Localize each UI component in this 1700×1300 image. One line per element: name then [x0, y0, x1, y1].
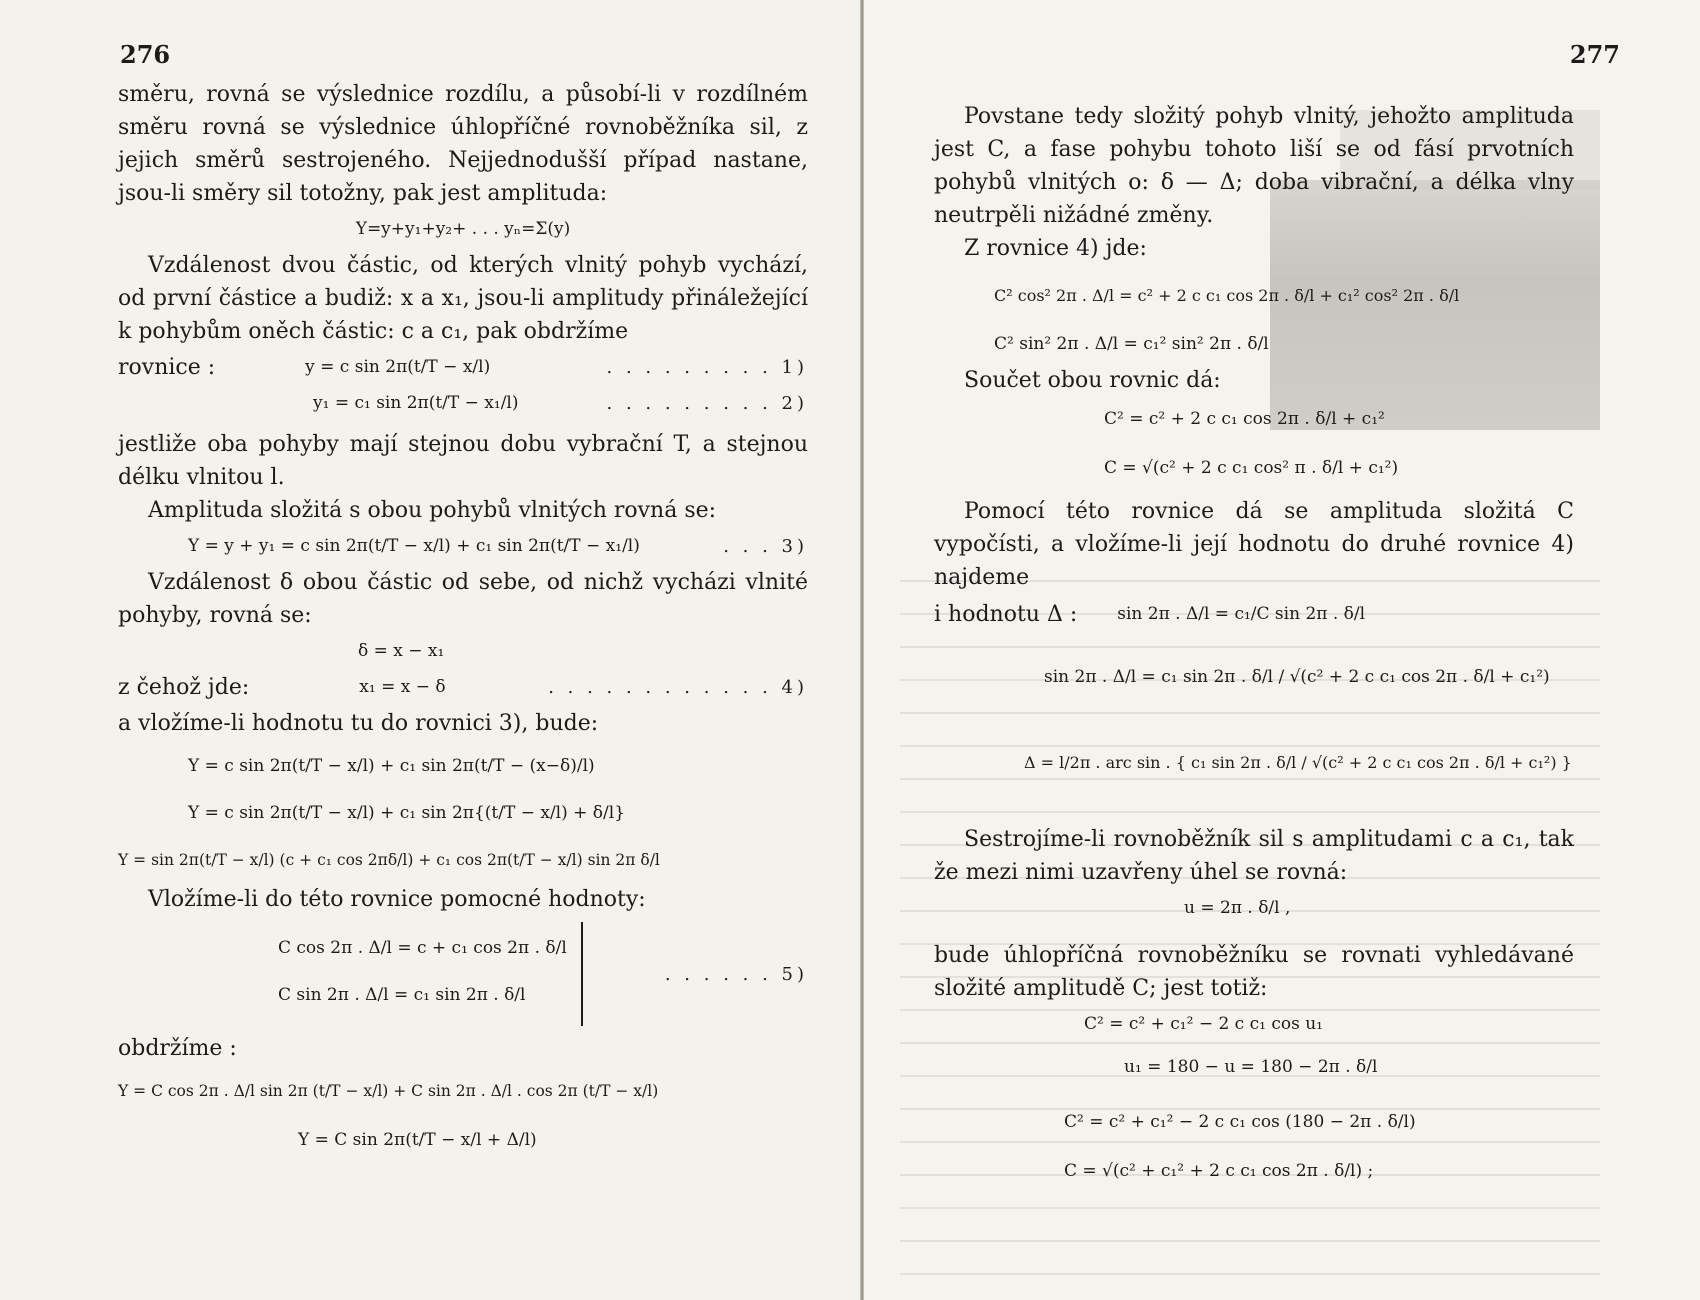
page-number-right: 277	[1569, 40, 1620, 69]
equation	[934, 328, 1574, 361]
equation-text: δ = x − x₁	[358, 641, 445, 661]
equation	[118, 213, 808, 246]
equation	[278, 979, 567, 1012]
equation	[118, 1075, 808, 1108]
right-text-column	[934, 100, 1574, 1191]
equation-text: Δ = l/2π . arc sin . { c₁ sin 2π . δ/l ∕ √(c² + 2 c c₁ cos 2π . δ/l + c₁²) }	[1024, 753, 1572, 772]
equation-text: C = √(c² + c₁² + 2 c c₁ cos 2π . δ/l) ;	[1064, 1161, 1374, 1181]
equation	[934, 1155, 1574, 1188]
page-number-left: 276	[120, 40, 171, 69]
equation-text: Y = c sin 2π(t/T − x/l) + c₁ sin 2π{(t/T − x/l) + δ/l}	[188, 803, 626, 823]
equation-text: C cos 2π . Δ/l = c + c₁ cos 2π . δ/l	[278, 938, 567, 958]
equation	[934, 892, 1574, 925]
equation	[118, 750, 808, 783]
equation-text: C sin 2π . Δ/l = c₁ sin 2π . δ/l	[278, 985, 526, 1005]
equation-3	[118, 530, 808, 563]
equation-text: u₁ = 180 − u = 180 − 2π . δ/l	[1124, 1057, 1378, 1077]
paragraph: bude úhlopříčná rovnoběžníku se rovnati vyhledávané složité amplitudě C; jest totiž:	[934, 943, 1574, 1001]
paragraph: Vzdálenost dvou částic, od kterých vlnitý pohyb vychází, od první částice a budiž: x a x₁, jsou-li amplitudy přináležející k pohybům oněch částic: c a c₁, pak obdržíme	[118, 253, 808, 344]
equation-text: C² = c² + 2 c c₁ cos 2π . δ/l + c₁²	[1104, 409, 1385, 429]
paragraph: Součet obou rovnic dá:	[964, 368, 1221, 393]
equation-text: x₁ = x − δ	[359, 677, 446, 697]
label: i hodnotu Δ :	[934, 602, 1078, 627]
equation	[934, 1008, 1574, 1041]
equation-delta	[118, 635, 808, 668]
equation-text: C = √(c² + 2 c c₁ cos² π . δ/l + c₁²)	[1104, 458, 1399, 478]
equation	[934, 452, 1574, 485]
equation-text: Y = y + y₁ = c sin 2π(t/T − x/l) + c₁ sin 2π(t/T − x₁/l)	[188, 536, 640, 556]
paragraph: Pomocí této rovnice dá se amplituda složitá C vypočísti, a vložíme-li její hodnotu do druhé rovnice 4) najdeme	[934, 499, 1574, 590]
equation	[934, 1051, 1574, 1084]
equation	[118, 844, 808, 877]
equation	[934, 279, 1574, 312]
paragraph: Amplituda složitá s obou pohybů vlnitých rovná se:	[148, 498, 717, 523]
equation-number: . . . . . . 5)	[664, 963, 808, 985]
paragraph: Povstane tedy složitý pohyb vlnitý, jehožto amplituda jest C, a fase pohybu tohoto liší se od fásí prvotních pohybů vlnitých o: δ — Δ; doba vibrační, a délka vlny neutrpěli nižádné změny.	[934, 104, 1574, 228]
label: rovnice :	[118, 355, 216, 380]
equation-text: Y = sin 2π(t/T − x/l) (c + c₁ cos 2πδ/l) + c₁ cos 2π(t/T − x/l) sin 2π δ/l	[118, 851, 660, 869]
paragraph: Vzdálenost δ obou částic od sebe, od nichž vycházi vlnité pohyby, rovná se:	[118, 570, 808, 628]
equation-text: C² cos² 2π . Δ/l = c² + 2 c c₁ cos 2π . δ/l + c₁² cos² 2π . δ/l	[994, 286, 1460, 305]
equation-number: . . . . . . . . . . . . 4)	[548, 677, 808, 698]
equation	[278, 932, 567, 965]
equation-group-5	[118, 922, 808, 1026]
equation-1	[118, 351, 808, 384]
equation	[934, 598, 1574, 631]
equation-text: Y = c sin 2π(t/T − x/l) + c₁ sin 2π(t/T − (x−δ)/l)	[188, 756, 595, 776]
equation	[934, 403, 1574, 436]
paragraph: obdržíme :	[118, 1036, 237, 1061]
equation-text: u = 2π . δ/l ,	[1184, 898, 1291, 918]
equation-number: . . . . . . . . . 1)	[606, 357, 808, 378]
equation	[934, 1106, 1574, 1139]
equation	[934, 661, 1574, 694]
paragraph: Sestrojíme-li rovnoběžník sil s amplitudami c a c₁, tak že mezi nimi uzavřeny úhel se rovná:	[934, 827, 1574, 885]
equation-4	[118, 671, 808, 704]
label: z čehož jde:	[118, 675, 250, 700]
paragraph: jestliže oba pohyby mají stejnou dobu vybrační T, a stejnou délku vlnitou l.	[118, 432, 808, 490]
equation-text: C² = c² + c₁² − 2 c c₁ cos (180 − 2π . δ/l)	[1064, 1112, 1416, 1132]
equation-number: . . . 3)	[723, 536, 808, 557]
equation-2	[118, 387, 808, 420]
left-text-column	[118, 78, 808, 1160]
equation	[118, 797, 808, 830]
paragraph: Vložíme-li do této rovnice pomocné hodnoty:	[148, 887, 646, 912]
paragraph: Z rovnice 4) jde:	[964, 236, 1147, 261]
equation-text: Y = C sin 2π(t/T − x/l + Δ/l)	[298, 1130, 537, 1150]
equation-number: . . . . . . . . . 2)	[606, 393, 808, 414]
equation-text: y₁ = c₁ sin 2π(t/T − x₁/l)	[313, 393, 519, 413]
paragraph: a vložíme-li hodnotu tu do rovnici 3), bude:	[118, 711, 599, 736]
paragraph: směru, rovná se výslednice rozdílu, a působí-li v rozdílném směru rovná se výslednice úhlopříčné rovnoběžníka sil, z jejich směrů sestrojeného. Nejjednodušší případ nastane, jsou-li směry sil totožny, pak jest amplituda:	[118, 82, 808, 206]
equation-text: y = c sin 2π(t/T − x/l)	[305, 357, 491, 377]
equation-text: Y = C cos 2π . Δ/l sin 2π (t/T − x/l) + C sin 2π . Δ/l . cos 2π (t/T − x/l)	[118, 1082, 659, 1100]
equation-text: C² sin² 2π . Δ/l = c₁² sin² 2π . δ/l	[994, 334, 1269, 354]
equation	[934, 746, 1574, 779]
equation-brace	[118, 922, 583, 1026]
equation-text: C² = c² + c₁² − 2 c c₁ cos u₁	[1084, 1014, 1323, 1034]
equation-text: Y=y+y₁+y₂+ . . . yₙ=Σ(y)	[355, 219, 571, 239]
equation-text: sin 2π . Δ/l = c₁/C sin 2π . δ/l	[1117, 604, 1366, 624]
equation-text: sin 2π . Δ/l = c₁ sin 2π . δ/l ∕ √(c² + 2 c c₁ cos 2π . δ/l + c₁²)	[1044, 667, 1550, 687]
equation	[118, 1124, 808, 1157]
